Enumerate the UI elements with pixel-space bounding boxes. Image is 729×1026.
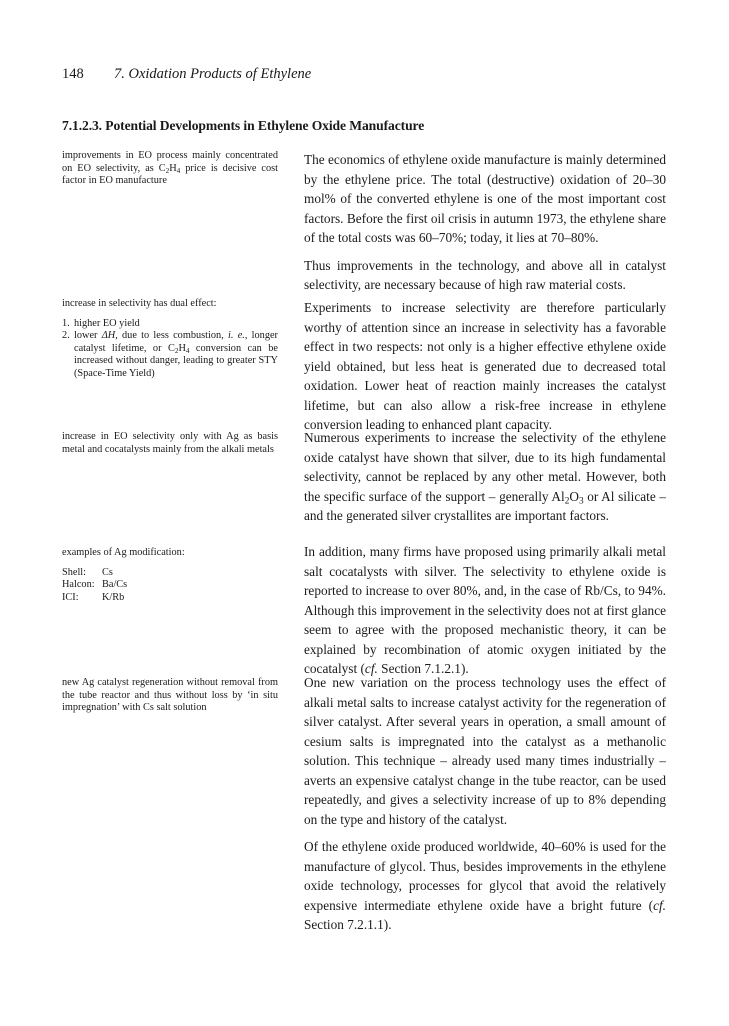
dual-effect-list — [62, 318, 278, 381]
sidenote-silver-basis: increase in EO selectivity only with Ag as basis metal and cocatalysts mainly from the alkali metals — [62, 431, 278, 455]
body-block-cocatalysts — [304, 542, 666, 679]
body-block-experiments — [304, 298, 666, 435]
sidenote-regeneration: new Ag catalyst regeneration without removal from the tube reactor and thus without loss by ‘in situ impregnation’ with Cs salt solution — [62, 677, 278, 713]
paragraph-cocatalysts: In addition, many firms have proposed using primarily alkali metal salt cocatalysts with silver. The selectivity to ethylene oxide is reported to increase to over 80%, and, in the case of Rb/Cs, to 94%. Although this improvement in the selectivity does not at first glance seem to agree with the proposed mechanistic theory, it can be explained by recombination of atomic oxygen initiated by the cocatalyst (cf. Section 7.1.2.1). — [304, 544, 666, 676]
paragraph-glycol: Of the ethylene oxide produced worldwide, 40–60% is used for the manufacture of glycol. Thus, besides improvements in the ethylene oxide technology, processes for glycol that avoid the relatively expensive intermediate ethylene oxide have a bright future (cf. Section 7.2.1.1). — [304, 839, 666, 932]
example-row: Shell: Cs — [62, 566, 113, 578]
section-heading: 7.1.2.3. Potential Developments in Ethylene Oxide Manufacture — [62, 118, 425, 133]
example-row: Halcon: Ba/Cs — [62, 579, 128, 590]
body-block-economics — [304, 150, 666, 295]
sidenote-cost-factor: improvements in EO process mainly concentrated on EO selectivity, as $C_2H_4$ price is decisive cost factor in EO manufacture — [62, 150, 278, 186]
body-block-regeneration — [304, 673, 666, 935]
list-item: 2. lower ΔH, due to less combustion, i. e., longer catalyst lifetime, or $C_2H_4$ conversion can be increased without danger, leading to greater STY (Space-Time Yield) — [62, 330, 278, 379]
running-header — [62, 66, 311, 83]
page-number: 148 — [62, 66, 84, 82]
chapter-title: 7. Oxidation Products of Ethylene — [114, 66, 312, 82]
paragraph-experiments: Experiments to increase selectivity are therefore particularly worthy of attention since an increase in selectivity has a favorable effect in two respects: not only is a higher effective ethylene oxide yield obtained, but less heat is generated due to decreased total oxidation. Lower heat of reaction mainly increases the catalyst lifetime, but can also allow a risk-free increase in ethylene conversion leading to enhanced plant capacity. — [304, 300, 666, 432]
example-row: ICI: K/Rb — [62, 591, 125, 603]
sidenote-ag-examples: examples of Ag modification: Shell: Cs Halcon: Ba/Cs ICI: K/Rb — [62, 547, 278, 604]
paragraph-regeneration: One new variation on the process technology uses the effect of alkali metal salts to increase catalyst activity for the regeneration of silver catalyst. After several years in operation, a small amount of cesium salts is impregnated into the catalyst as a methanolic solution. This technique – already used many times industrially – averts an expensive catalyst change in the tube reactor, can be used repeatedly, and gives a selectivity increase of up to 8% depending on the type and history of the catalyst. — [304, 675, 666, 827]
paragraph-economics: The economics of ethylene oxide manufacture is mainly determined by the ethylene price. The total (destructive) oxidation of 20–30 mol% of the converted ethylene is one of the most important cost factors. Before the first oil crisis in autumn 1973, the ethylene share of the total costs was 60–70%; today, it lies at 70–80%. — [304, 152, 666, 245]
sidenote-dual-effect — [62, 298, 278, 380]
paragraph-improvements: Thus improvements in the technology, and above all in catalyst selectivity, are necessary because of high raw material costs. — [304, 257, 666, 292]
paragraph-silver: Numerous experiments to increase the selectivity of the ethylene oxide catalyst have shown that silver, due to its high fundamental selectivity, cannot be replaced by any other metal. However, both the specific surface of the support – generally $Al_2O_3$ or Al silicate – and the generated silver crystallites are important factors. — [304, 430, 666, 523]
sidenote-dual-effect-intro: increase in selectivity has dual effect: — [62, 298, 217, 309]
list-item: 1. higher EO yield — [62, 317, 140, 329]
body-block-silver — [304, 428, 666, 526]
